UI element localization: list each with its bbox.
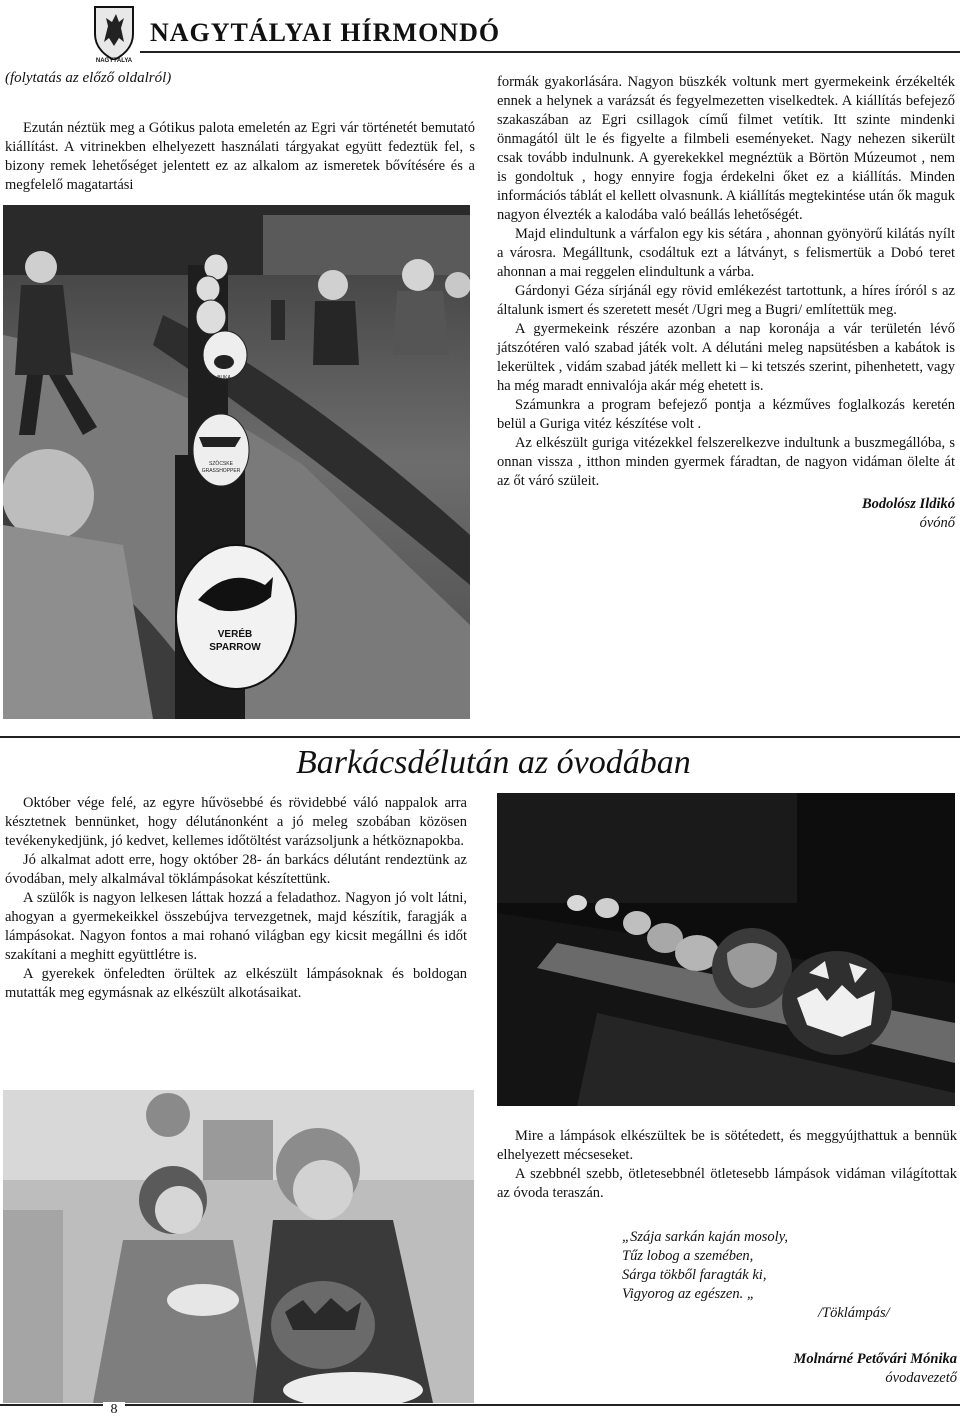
- sign-grasshopper-hu: SZÖCSKE: [209, 461, 233, 467]
- continued-note: (folytatás az előző oldalról): [5, 70, 172, 86]
- paragraph: formák gyakorlására. Nagyon büszkék voltunk mert gyermekeink érzékelték ennek a helynek a varázsát és fegyelmezetten viselkedtek. A kiállítás befejező szakaszában az Egri csillagok című filmet vetítik. Itt szinte mindenki önmagától ült le és figyelte a filmbeli eseményeket. Nagy nehezen sikerült csak tovább indulnunk. A gyerekekkel megnéztük a Börtön Múzeumot , nem is gondoltuk , hogy ennyire fogja érdekelni őket ez a kiállítás. Minden információs táblát el kellett olvasnunk. A kiállítás megtekintése után ők maguk nagyon élvezték a kalodába való beállás lehetőségét.: [497, 74, 955, 223]
- page-number: 8: [103, 1402, 125, 1418]
- paragraph: Október vége felé, az egyre hűvösebbé és rövidebbé váló nappalok arra késztetnek bennünket, hogy délutánonként a jó meleg szobában közösen tevékenykedjünk, jó kedvet, kellemes időtöltést varázsoljunk a hétköznapokba.: [5, 795, 467, 849]
- paragraph: Jó alkalmat adott erre, hogy október 28- án barkács délutánt rendeztünk az óvodában, mely alkalmával töklámpásokat készítettünk.: [5, 852, 467, 887]
- section-divider: [0, 736, 960, 738]
- photo-lit-pumpkin-lanterns: [497, 793, 955, 1106]
- paragraph: A szebbnél szebb, ötletesebbnél ötletesebb lámpások vidáman világítottak az óvoda teraszán.: [497, 1166, 957, 1201]
- author-role: óvodavezető: [885, 1370, 957, 1386]
- article1-intro-paragraph: [5, 119, 475, 195]
- sign-grasshopper-en: GRASSHOPPER: [201, 468, 241, 474]
- paragraph: A gyerekek önfeledten örültek az elkészült lámpásoknak és boldogan mutatták meg egymásnak az elkészült alkotásaikat.: [5, 966, 467, 1001]
- sign-toad-hu: BUKA: [217, 375, 231, 381]
- author-name: Molnárné Petővári Mónika: [793, 1351, 957, 1367]
- sign-sparrow-hu: VERÉB: [217, 629, 253, 640]
- photo-parent-child-carving-pumpkin: [3, 1090, 474, 1403]
- paragraph: Mire a lámpások elkészültek be is sötétedett, és meggyújthattuk a bennük elhelyezett mécseseket.: [497, 1128, 957, 1163]
- intro-text: Ezután néztük meg a Gótikus palota emeletén az Egri vár történetét bemutató kiállítást. A vitrinekben elhelyezett használati tárgyakat együtt fedeztük fel, s bizony remek lehetőséget jelentett ez az alkalom az ismeretek bővítésére és a megfelelő magatartási: [5, 120, 475, 193]
- paragraph: Majd elindultunk a várfalon egy kis sétára , ahonnan gyönyörű kilátás nyílt a városra. Megálltunk, csodáltuk ezt a látványt, s felismertük a Dobó teret ahonnan a mai reggelen elindultunk a várba.: [497, 226, 955, 280]
- sign-sparrow-en: SPARROW: [209, 642, 261, 653]
- poem-line: „Szája sarkán kaján mosoly,: [622, 1229, 788, 1245]
- article2-title: Barkácsdélután az óvodában: [290, 744, 697, 782]
- article2-lower-text: [497, 1127, 957, 1203]
- municipal-crest-logo: [92, 4, 136, 66]
- poem-source: /Töklámpás/: [818, 1305, 890, 1321]
- paragraph: A gyermekeink részére azonban a nap koronája a vár területén lévő játszótéren való szabad játék volt. A délutáni meleg napsütésben a kabátok is lekerültek , vidám szabad játék mellett ki – ki tetszés szerint, pihenhetett, vagy ha még maradt ennivalója akár még ehetett is.: [497, 321, 955, 394]
- poem-line: Sárga tökből faragták ki,: [622, 1267, 767, 1283]
- paragraph: Az elkészült guriga vitézekkel felszerelkezve indultunk a buszmegállóba, s onnan vissza , itthon minden gyermek fáradtan, de nagyon vidáman ölelte át az őt váró szüleit.: [497, 435, 955, 489]
- footer-divider: [0, 1404, 960, 1406]
- poem-line: Tűz lobog a szemében,: [622, 1248, 754, 1264]
- paragraph: A szülők is nagyon lelkesen láttak hozzá a feladathoz. Nagyon jó volt látni, ahogyan a gyermekeikkel összebújva tervezgetnek, majd készítik, faragják a lámpásokat. Nagyon fontos a mai rohanó világban egy kicsit megállni és időt szakítani a meghitt együttlétre is.: [5, 890, 467, 963]
- author-role: óvónő: [919, 515, 955, 531]
- header-divider: [140, 51, 960, 53]
- article2-body: [5, 794, 467, 1003]
- author-name: Bodolósz Ildikó: [861, 496, 955, 512]
- poem: [622, 1228, 890, 1323]
- paragraph: Számunkra a program befejező pontja a kézműves foglalkozás keretén belül a Guriga vitéz készítése volt .: [497, 397, 955, 432]
- poem-line: Vigyorog az egészen. „: [622, 1286, 755, 1302]
- article1-column-2: [497, 73, 955, 533]
- photo-children-at-animal-signs: [3, 205, 470, 719]
- paragraph: Gárdonyi Géza sírjánál egy rövid emlékezést tartottunk, a híres íróról s az általunk ismert és szeretett mesét /Ugri meg a Bugri/ említettük meg.: [497, 283, 955, 318]
- sign-toad-en: TOAD: [217, 381, 231, 387]
- newspaper-title: NAGYTÁLYAI HÍRMONDÓ: [150, 18, 501, 47]
- logo-caption: NAGYTÁLYA: [95, 58, 133, 64]
